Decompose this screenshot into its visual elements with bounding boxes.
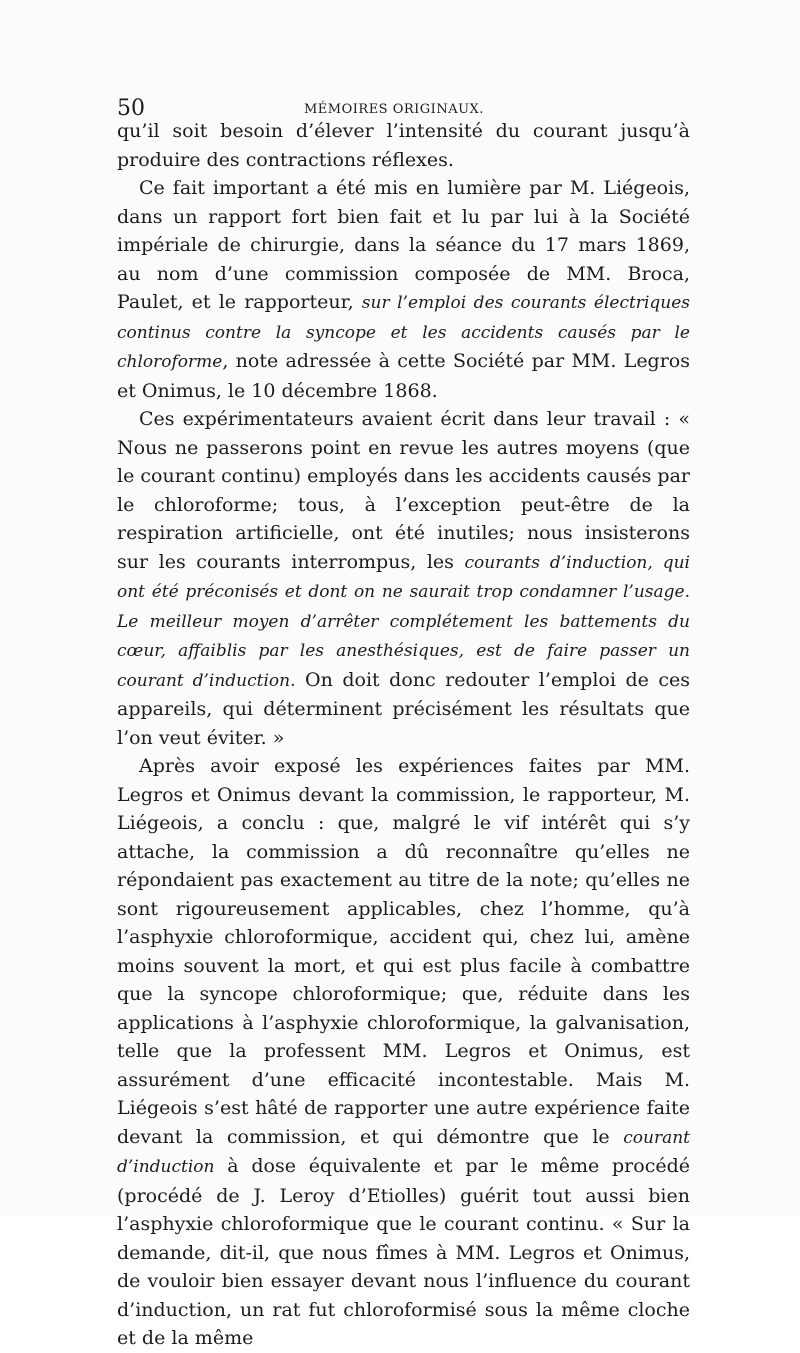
running-title: MÉMOIRES ORIGINAUX. (304, 102, 484, 117)
paragraph-text: Après avoir exposé les expériences faites par MM. Legros et Onimus devant la commission, le rapporteur, M. Liégeois, a conclu : que, malgré le vif intérêt qui s’y attache, la commission a dû reconnaître qu’elles ne répondaient pas exactement au titre de la note; qu’elles ne sont rigoureusement applicables, chez l’homme, qu’à l’asphyxie chloroformique, accident qui, chez lui, amène moins souvent la mort, et qui est plus facile à combattre que la syncope chloroformique; que, réduite dans les applications à l’asphyxie chloroformique, la galvanisation, telle que la professent MM. Legros et Onimus, est assurément d’une efficacité incontestable. Mais M. Liégeois s’est hâté de rapporter une autre expérience faite devant la commission, et qui démontre que le (117, 755, 690, 1148)
page-number: 50 (117, 96, 145, 121)
italic-term: courant d’induction (117, 1127, 690, 1177)
body-text (117, 117, 690, 1353)
paragraph-text: à dose équivalente et par le même procédé (procédé de J. Leroy d’Etiolles) guérit tout aussi bien l’asphyxie chloroformique que le courant continu. « Sur la demande, dit-il, que nous fîmes à MM. Legros et Onimus, de vouloir bien essayer devant nous l’influence du courant d’induction, un rat fut chloroformisé sous la même cloche et de la même (117, 1155, 690, 1349)
italic-quote: courants d’induction, qui ont été préconisés et dont on ne saurait trop condamner l’usage. Le meilleur moyen d’arrêter complétement les battements du cœur, affaiblis par les anesthésiques, est de faire passer un courant d’induction. (117, 552, 690, 691)
paragraph-2 (117, 174, 690, 405)
italic-title: sur l’emploi des courants électriques continus contre la syncope et les accidents causés par le chloroforme (117, 293, 690, 372)
paragraph-3 (117, 405, 690, 752)
paragraph-text: On doit donc redouter l’emploi de ces appareils, qui déterminent précisément les résultats que l’on veut éviter. » (117, 668, 691, 749)
paragraph-1 (117, 117, 690, 174)
paragraph-text: Ces expérimentateurs avaient écrit dans leur travail : « Nous ne passerons point en revue les autres moyens (que le courant continu) employés dans les accidents causés par le chloroforme; tous, à l’exception peut-être de la respiration artificielle, ont été inutiles; nous insisterons sur les courants interrompus, les (117, 408, 690, 573)
paragraph-text: Ce fait important a été mis en lumière par M. Liégeois, dans un rapport fort bien fait et lu par lui à la Société impériale de chirurgie, dans la séance du 17 mars 1869, au nom d’une commission composée de MM. Broca, Paulet, et le rapporteur, (117, 177, 690, 313)
paragraph-4 (117, 752, 690, 1353)
paragraph-text: qu’il soit besoin d’élever l’intensité du courant jusqu’à produire des contractions réflexes. (117, 120, 690, 171)
paragraph-text: , note adressée à cette Société par MM. Legros et Onimus, le 10 décembre 1868. (117, 350, 690, 402)
